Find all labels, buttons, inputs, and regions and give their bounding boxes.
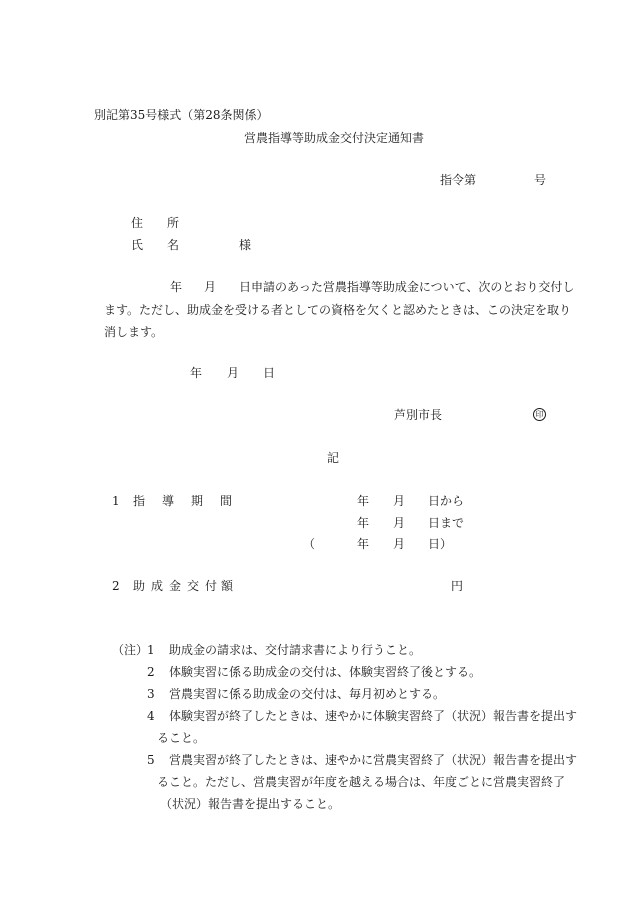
note-line: 営農実習に係る助成金の交付は、毎月初めとする。	[169, 687, 446, 701]
issue-day: 日	[263, 366, 276, 380]
period-paren-day: 日）	[428, 537, 453, 551]
item-1-label-char: 導	[162, 494, 175, 508]
issuer-name: 芦別市長	[394, 408, 443, 422]
period-from-day: 日から	[428, 494, 465, 508]
notes-label: （注）	[112, 643, 149, 657]
document-title: 営農指導等助成金交付決定通知書	[244, 131, 425, 145]
item-1-label-char: 指	[133, 494, 146, 508]
note-line: 営農実習が終了したときは、速やかに営農実習終了（状況）報告書を提出す	[169, 753, 578, 767]
note-line: 体験実習に係る助成金の交付は、体験実習終了後とする。	[169, 665, 482, 679]
body-year: 年	[170, 280, 183, 294]
item-2-label-char: 成	[151, 579, 164, 593]
note-line: ること。	[157, 731, 206, 745]
ki-heading: 記	[327, 451, 340, 465]
body-line-1: 日申請のあった営農指導等助成金について、次のとおり交付し	[239, 280, 575, 294]
item-2-label-char: 付	[205, 579, 218, 593]
period-from-year: 年	[357, 494, 370, 508]
reference-suffix: 号	[534, 173, 547, 187]
issue-month: 月	[227, 366, 240, 380]
period-to-day: 日まで	[428, 516, 465, 530]
body-line-3: 消します。	[104, 325, 164, 339]
form-label: 別記第35号様式（第28条関係）	[94, 108, 269, 122]
note-line: ること。ただし、営農実習が年度を越える場合は、年度ごとに営農実習終了	[157, 775, 566, 789]
body-line-2: ます。ただし、助成金を受ける者としての資格を欠くと認めたときは、この決定を取り	[104, 303, 572, 317]
item-1-label-char: 間	[220, 494, 233, 508]
note-number: 4	[147, 709, 155, 723]
item-2-label-char: 額	[221, 579, 234, 593]
amount-unit: 円	[451, 579, 464, 593]
note-line: 体験実習が終了したときは、速やかに体験実習終了（状況）報告書を提出す	[169, 709, 578, 723]
name-label: 氏 名	[131, 238, 180, 252]
period-from-month: 月	[393, 494, 406, 508]
reference-prefix: 指令第	[440, 173, 477, 187]
seal-mark: 印	[533, 408, 546, 421]
item-2-label-char: 金	[169, 579, 182, 593]
note-number: 5	[147, 753, 155, 767]
note-line: 助成金の請求は、交付請求書により行うこと。	[169, 643, 422, 657]
period-paren-year: 年	[357, 537, 370, 551]
note-number: 2	[147, 665, 155, 679]
period-open-paren: （	[303, 537, 316, 551]
note-number: 3	[147, 687, 155, 701]
body-month: 月	[204, 280, 217, 294]
item-1-label-char: 期	[191, 494, 204, 508]
item-1-number: 1	[112, 494, 120, 508]
period-paren-month: 月	[393, 537, 406, 551]
item-2-label-char: 助	[133, 579, 146, 593]
address-label: 住 所	[131, 216, 180, 230]
note-number: 1	[147, 643, 155, 657]
item-2-number: 2	[112, 579, 120, 593]
note-line: （状況）報告書を提出すること。	[160, 797, 341, 811]
period-to-month: 月	[393, 516, 406, 530]
issue-year: 年	[190, 366, 203, 380]
item-2-label-char: 交	[187, 579, 200, 593]
period-to-year: 年	[357, 516, 370, 530]
honorific: 様	[239, 238, 252, 252]
